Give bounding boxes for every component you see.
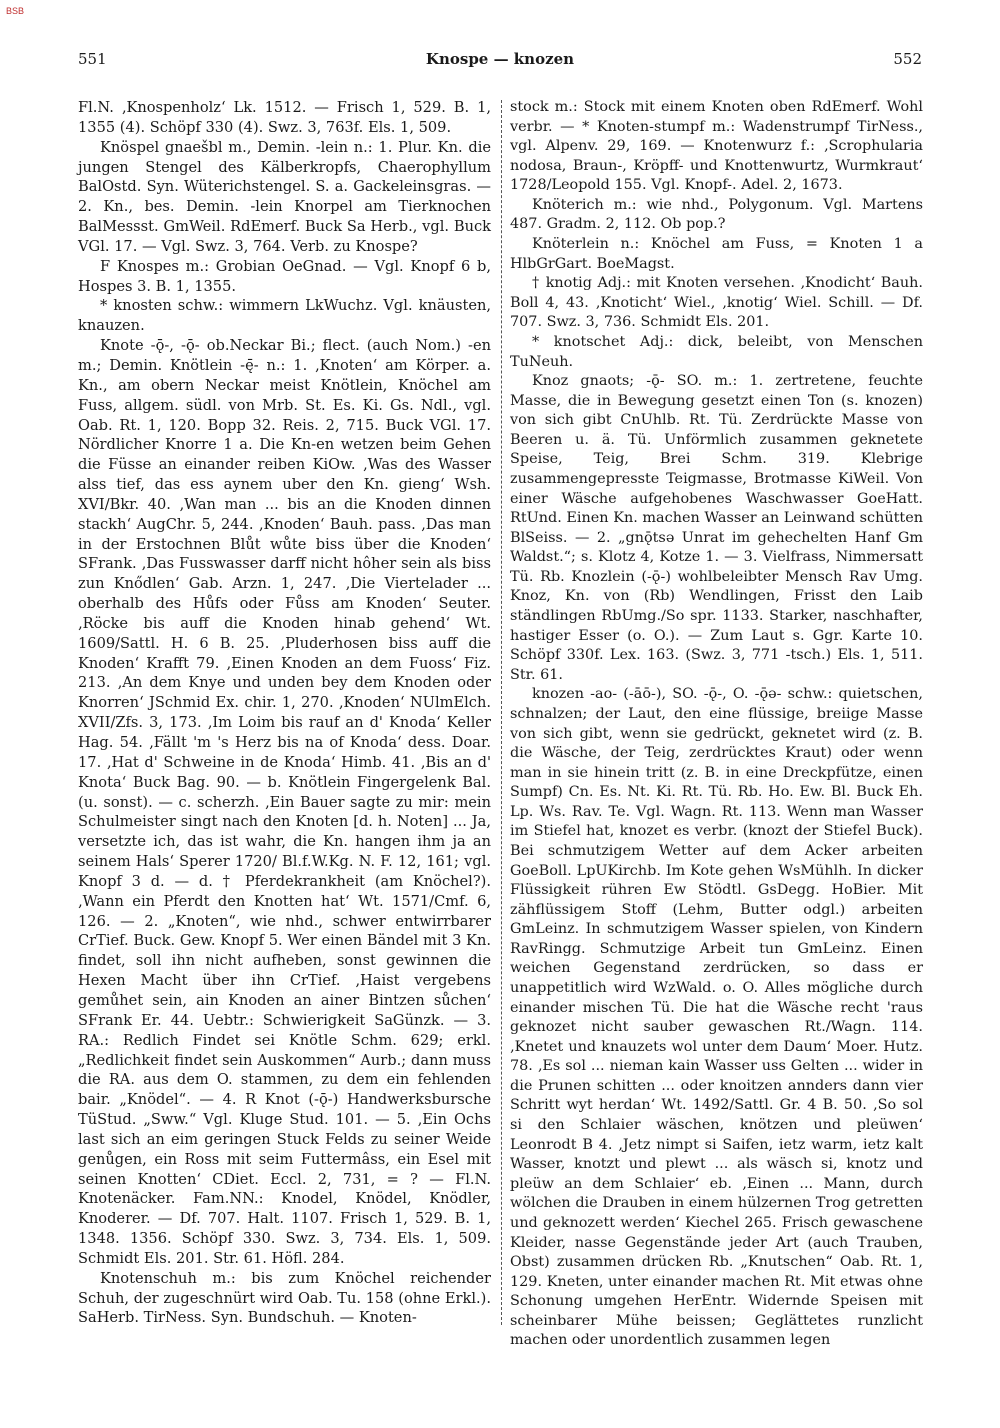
dictionary-entry: F Knospes m.: Grobian OeGnad. — Vgl. Knopf 6 b, Hospes 3. B. 1, 1355.: [78, 257, 491, 295]
dictionary-entry: * knotschet Adj.: dick, beleibt, von Menschen TuNeuh.: [510, 333, 923, 370]
dictionary-entry: Knote -ǭ-, -ǭ- ob.Neckar Bi.; flect. (auch Nom.) -en m.; Demin. Knötlein -ę̄- n.: 1. ‚Knoten‘ am Körper. a. Kn., am obern Neckar meist Knötlein, Knöchel am Fuss, allgem. südl. von Mrb. St. Es. Ki. Gs. Ndl., vgl. Oab. Rt. 1, 120. Bopp 32. Reis. 2, 715. Buck VGl. 17. Nördlicher Knorre 1 a. Die Kn-en wetzen beim Gehen die Füsse an einander reiben KiOw. ‚Was des Wasser alss tief, das ess aynem uber den Kn. gieng‘ Wsh. XVI/Bkr. 40. ‚Wan man ... bis an die Knoden dinnen stackh‘ AugChr. 5, 244. ‚Knoden‘ Bauh. pass. ‚Das man in der Erstochnen Blůt wůte biss über die Knoden‘ SFrank. ‚Das Fusswasser darff nicht hôher sein als biss zun Knődlen‘ Gab. Arzn. 1, 247. ‚Die Viertelader ... oberhalb des Hůfs oder Fůss am Knoden‘ Seuter. ‚Röcke bis auff die Knoden hinab gehend‘ Wt. 1609/Sattl. H. 6 B. 25. ‚Pluderhosen biss auff die Knoden‘ Krafft 79. ‚Einen Knoden an dem Fuoss‘ Fiz. 213. ‚An dem Knye und unden bey dem Knoden oder Knorren‘ JSchmid Ex. chir. 1, 270. ‚Knoden‘ NUlmElch. XVII/Zfs. 3, 173. ‚Im Loim bis rauf an d' Knoda‘ Keller Hag. 54. ‚Fällt 'm 's Herz bis na of Knoda‘ dess. Doar. 17. ‚Hat d' Schweine in de Knoda‘ Himb. 41. ‚Bis an d' Knota‘ Buck Bag. 90. — b. Knötlein Fingergelenk Bal. (u. sonst). — c. scherzh. ‚Ein Bauer sagte zu mir: mein Schulmeister singt nach den Knoten [d. h. Noten] ... Ja, versetzte ich, das ist wahr, die Kn. hangen ihm ja an seinem Hals‘ Sperer 1720/ Bl.f.W.Kg. N. F. 12, 161; vgl. Knopf 3 d. — d. † Pferdekrankheit (am Knöchel?). ‚Wann ein Pferdt den Knotten hat‘ Wt. 1571/Cmf. 6, 126. — 2. „Knoten“, wie nhd., schwer entwirrbarer CrTief. Buck. Gew. Knopf 5. Wer einen Bändel mit 3 Kn. findet, soll ihn nicht aufheben, sonst gewinnen die Hexen Macht über ihn CrTief. ‚Haist vergebens gemůhet sein, ain Knoden an ainer Bintzen sůchen‘ SFrank Er. 44. Uebtr.: Schwierigkeit SaGünzk. — 3. RA.: Redlich Findet sei Knötle Schm. 629; erkl. „Redlichkeit findet sein Auskommen“ Aurb.; dann muss die RA. aus dem O. stammen, zu dem ein fehlenden bair. „Knödel“. — 4. R Knot (-ǭ-) Handwerksbursche TüStud. „Sww.“ Vgl. Kluge Stud. 101. — 5. ‚Ein Ochs last sich an eim geringen Stuck Felds zu seiner Weide genůgen, ein Ross mit seim Futtermâss, ein Esel mit seinen Knotten‘ CDiet. Eccl. 2, 731, = ? — Fl.N. Knotenäcker. Fam.NN.: Knodel, Knödel, Knödler, Knoderer. — Df. 707. Halt. 1107. Frisch 1, 529. B. 1, 1348. 1356. Schöpf 330. Swz. 3, 734. Els. 1, 509. Schmidt Els. 201. Str. 61. Höfl. 284.: [78, 337, 491, 1267]
dictionary-entry: Knöspel gnaešbl m., Demin. -lein n.: 1. Plur. Kn. die jungen Stengel des Kälberkropfs, Chaerophyllum BalOstd. Syn. Wüterichstengel. S. a. Gackeleinsgras. — 2. Kn., bes. Demin. -lein Knorpel am Tierknochen BalMessst. GmWeil. RdEmerf. Buck Sa Herb., vgl. Buck VGl. 17. — Vgl. Swz. 3, 764. Verb. zu Knospe?: [78, 138, 491, 255]
dictionary-entry: Fl.N. ‚Knospenholz‘ Lk. 1512. — Frisch 1, 529. B. 1, 1355 (4). Schöpf 330 (4). Swz. 3, 763f. Els. 1, 509.: [78, 99, 491, 136]
dictionary-entry: Knotenschuh m.: bis zum Knöchel reichender Schuh, der zugeschnürt wird Oab. Tu. 158 (ohne Erkl.). SaHerb. TirNess. Syn. Bundschuh. — Knoten-: [78, 1269, 491, 1327]
dictionary-entry: stock m.: Stock mit einem Knoten oben RdEmerf. Wohl verbr. — * Knoten-stumpf m.: Wadenstrumpf TirNess., vgl. Alpenv. 29, 169. — Knotenwurz f.: ‚Scrophularia nodosa, Braun-, Kröpff- und Knottenwurtz, Wurmkraut‘ 1728/Leopold 155. Vgl. Knopf-. Adel. 2, 1673.: [510, 99, 923, 194]
running-title: Knospe — knozen: [425, 50, 575, 68]
library-stamp: BSB: [6, 6, 25, 16]
dictionary-entry: † knotig Adj.: mit Knoten versehen. ‚Knodicht‘ Bauh. Boll 4, 43. ‚Knoticht‘ Wiel., ‚knotig‘ Wiel. Schill. — Df. 707. Swz. 3, 736. Schmidt Els. 201.: [510, 275, 923, 331]
dictionary-entry: knozen -ao- (-āō-), SO. -ǭ-, O. -ǭə- schw.: quietschen, schnalzen; der Laut, den eine flüssige, breiige Masse von sich gibt, wenn sie gedrückt, geknetet wird (z. B. die Wäsche, der Teig, zerdrücktes Kraut) oder wenn man in sie hinein tritt (z. B. in eine Dreckpfütze, einen Sumpf) Cn. Es. Nt. Ki. Rt. Tü. Rb. Ho. Ew. Bl. Buck Eh. Lp. Ws. Rav. Te. Vgl. Wagn. Rt. 113. Wenn man Wasser im Stiefel hat, knozet es verbr. (knozt der Stiefel Buck). Bei schmutzigem Wetter auf dem Acker arbeiten GoeBoll. LpUKirchb. Im Kote gehen WsMühlh. In dicker Flüssigkeit rühren Ew Stödtl. GsDegg. HoBier. Mit zähflüssigem Stoff (Lehm, Butter odgl.) arbeiten GmLeinz. In schmutzigem Wasser spielen, von Kindern RavRingg. Schmutzige Arbeit tun GmLeinz. Einen weichen Gegenstand zerdrücken, so dass er unappetitlich wird WzWald. o. O. Alles mögliche durch einander mischen Tü. Die hat die Wäsche recht 'raus geknozet nicht sauber gewaschen Rt./Wagn. 114. ‚Knetet und knauzets wol unter dem Daum‘ Moer. Hutz. 78. ‚Es sol ... nieman kain Wasser uss Gelten ... wider in die Prunen schitten ... oder knoitzen annders dann vier Schritt wyt herdan‘ Wt. 1492/Sattl. Gr. 4 B. 50. ‚So sol si den Schlaier wäschen, knötzen und pleüwen‘ Leonrodt B 4. ‚Jetz nimpt si Saifen, ietz warm, ietz kalt Wasser, knotzt und plewt ... als wäsch si, knotz und pleüw an dem Schlaier‘ eb. ‚Einen ... Mann, durch wölchen die Drauben in einem hülzernen Trog getretten und geknozett werden‘ Kiechel 265. Frisch gewaschene Kleider, nasse Gegenstände jeder Art (auch Trauben, Obst) zusammen drücken Rb. „Knutschen“ Oab. Rt. 1, 129. Kneten, unter einander machen Rt. Mit etwas ohne Schonung umgehen HerEntr. Widernde Speisen mit scheinbarer Mühe beissen; Geglättetes runzlicht machen oder unordentlich zusammen legen: [510, 686, 923, 1349]
dictionary-entry: Knöterlein n.: Knöchel am Fuss, = Knoten 1 a HlbGrGart. BoeMagst.: [510, 236, 923, 272]
dictionary-entry: * knosten schw.: wimmern LkWuchz. Vgl. knäusten, knauzen.: [78, 297, 491, 335]
left-column: [78, 98, 491, 1328]
column-divider: [501, 100, 502, 1325]
page-header: [78, 50, 922, 78]
right-column: [510, 98, 923, 1351]
page-number-left: 551: [78, 50, 107, 68]
page-number-right: 552: [893, 50, 922, 68]
dictionary-entry: Knöterich m.: wie nhd., Polygonum. Vgl. Martens 487. Gradm. 2, 112. Ob pop.?: [510, 196, 923, 233]
dictionary-entry: Knoz gnaots; -ǭ- SO. m.: 1. zertretene, feuchte Masse, die in Bewegung gesetzt einen Ton (s. knozen) von sich gibt CnUhlb. Rt. Tü. Zerdrückte Masse von Beeren u. ä. Tü. Unförmlich zusammen geknetete Speise, Teig, Brei Schm. 319. Klebrige zusammengepresste Teigmasse, Brotmasse KiWeil. Von einer Wäsche aufgehobenes Waschwasser GoeHatt. RtUnd. Einen Kn. machen Wasser an Leinwand schütten BlSeiss. — 2. „gnǭtsə Unrat im gehechelten Hanf Gm Waldst.“; s. Klotz 4, Kotze 1. — 3. Vielfrass, Nimmersatt Tü. Rb. Knozlein (-ǭ-) wohlbeleibter Mensch Rav Umg. Knoz, Kn. von (Rb) Wendlingen, Frisst den Laib ständlingen RbUmg./So spr. 1133. Starker, naschhafter, hastiger Esser (o. O.). — Zum Laut s. Ggr. Karte 10. Schöpf 330f. Lex. 163. (Swz. 3, 771 -tsch.) Els. 1, 511. Str. 61.: [510, 373, 923, 683]
